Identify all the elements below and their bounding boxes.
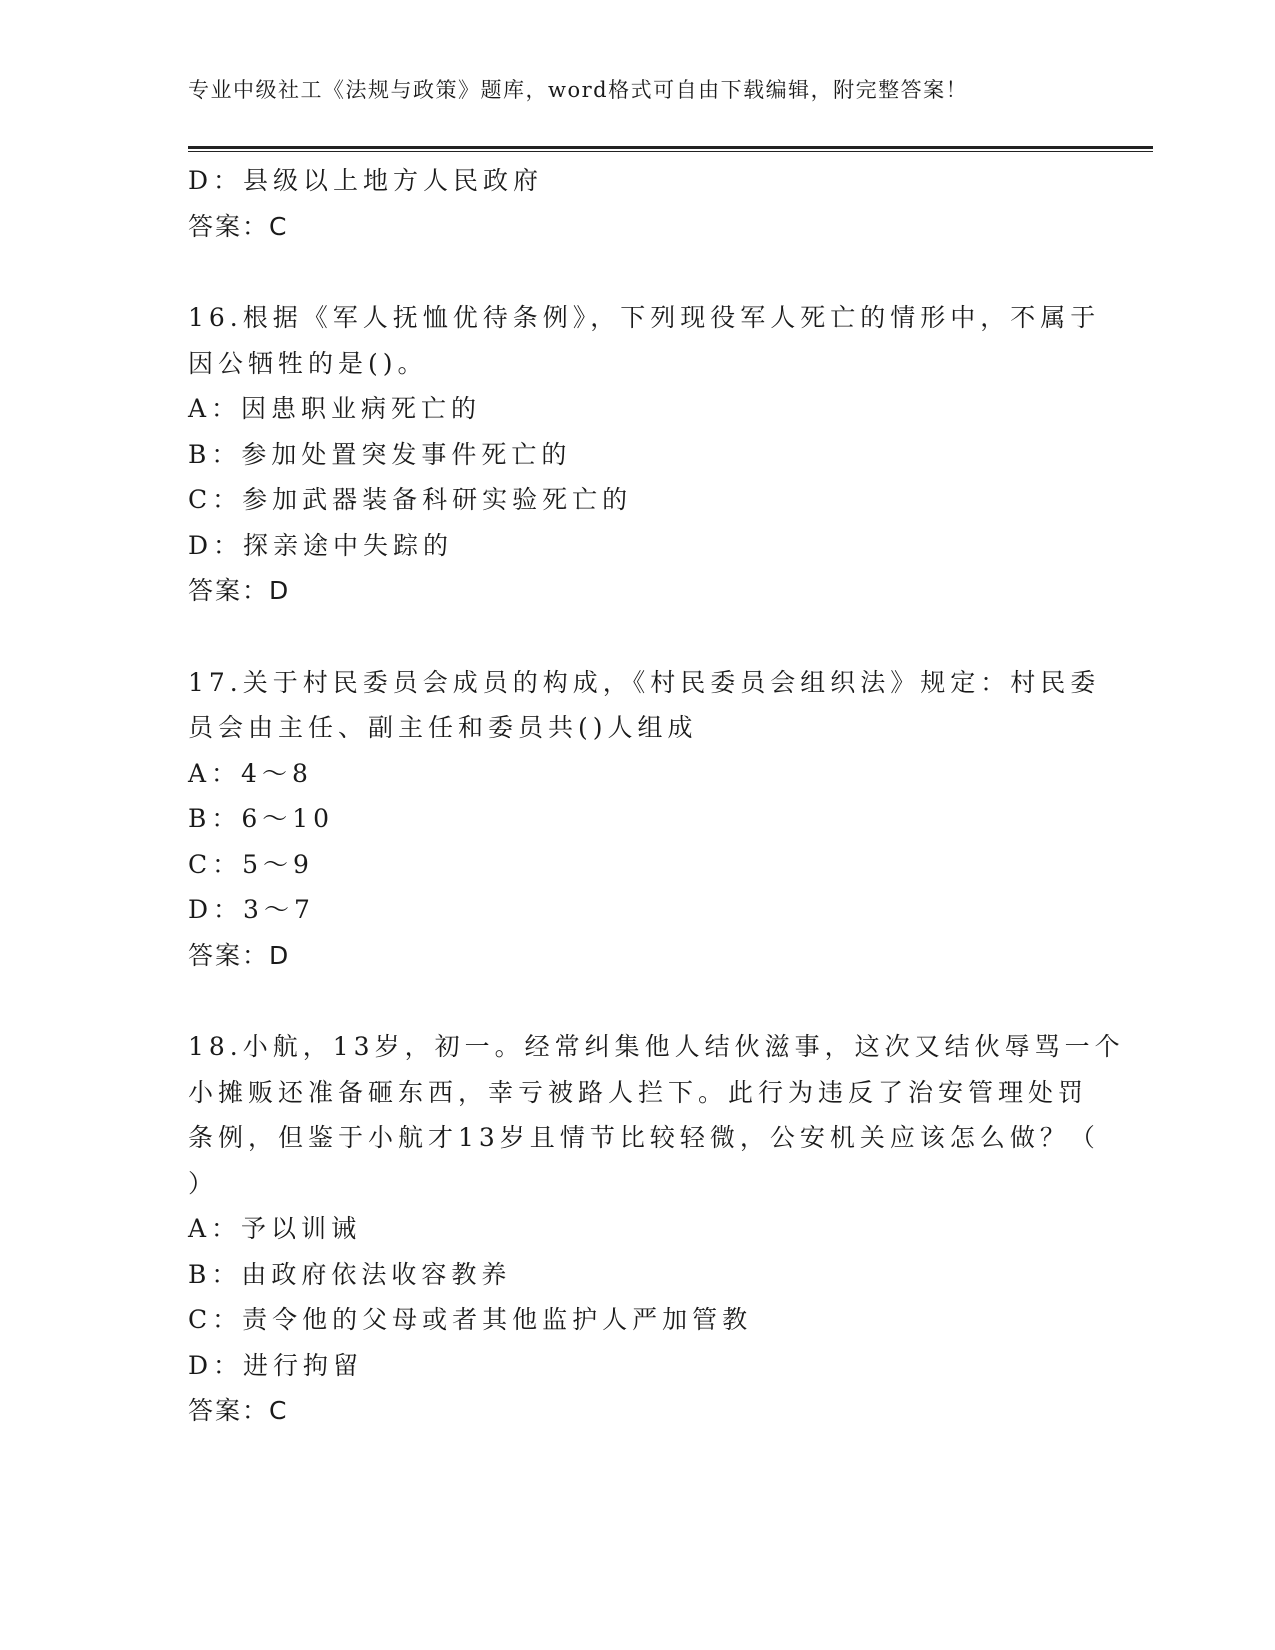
option-c: C：责令他的父母或者其他监护人严加管教 xyxy=(188,1305,753,1334)
header-rule-thin xyxy=(188,151,1153,152)
question-stem-line: 18.小航，13岁，初一。经常纠集他人结伙滋事，这次又结伙辱骂一个 xyxy=(188,1032,1125,1061)
option-d: D：进行拘留 xyxy=(188,1350,364,1380)
question-stem-line: 16.根据《军人抚恤优待条例》，下列现役军人死亡的情形中，不属于 xyxy=(188,303,1101,332)
prev-option-d: D：县级以上地方人民政府 xyxy=(188,166,544,195)
question-18 xyxy=(188,1024,1125,1434)
spacer xyxy=(188,614,1088,660)
document-body xyxy=(188,158,1125,1434)
option-c: C：参加武器装备科研实验死亡的 xyxy=(188,485,633,514)
option-d: D：探亲途中失踪的 xyxy=(188,530,454,560)
answer: 答案：D xyxy=(188,940,291,970)
question-stem-line: 条例，但鉴于小航才13岁且情节比较轻微，公安机关应该怎么做？（ xyxy=(188,1123,1100,1152)
option-d: D：3～7 xyxy=(188,895,315,924)
spacer xyxy=(188,249,1088,295)
header-rule-thick xyxy=(188,146,1153,149)
option-a: A：4～8 xyxy=(188,758,313,788)
question-stem-line: 员会由主任、副主任和委员共()人组成 xyxy=(188,713,698,742)
spacer xyxy=(188,978,1088,1024)
answer: 答案：D xyxy=(188,576,291,605)
prev-answer: 答案：C xyxy=(188,211,289,241)
option-a: A：予以训诫 xyxy=(188,1214,362,1243)
question-17 xyxy=(188,660,1101,979)
option-b: B：由政府依法收容教养 xyxy=(188,1259,512,1289)
option-c: C：5～9 xyxy=(188,849,314,879)
question-stem-line: 小摊贩还准备砸东西，幸亏被路人拦下。此行为违反了治安管理处罚 xyxy=(188,1077,1089,1107)
option-a: A：因患职业病死亡的 xyxy=(188,394,482,423)
question-stem-line: ） xyxy=(188,1168,219,1198)
option-b: B：6～10 xyxy=(188,804,335,833)
question-stem-line: 17.关于村民委员会成员的构成，《村民委员会组织法》规定：村民委 xyxy=(188,667,1101,697)
answer: 答案：C xyxy=(188,1396,289,1425)
option-b: B：参加处置突发事件死亡的 xyxy=(188,439,572,469)
question-16 xyxy=(188,295,1101,614)
question-stem-line: 因公牺牲的是()。 xyxy=(188,348,428,378)
page-header: 专业中级社工《法规与政策》题库，word格式可自由下载编辑，附完整答案！ xyxy=(188,78,969,102)
